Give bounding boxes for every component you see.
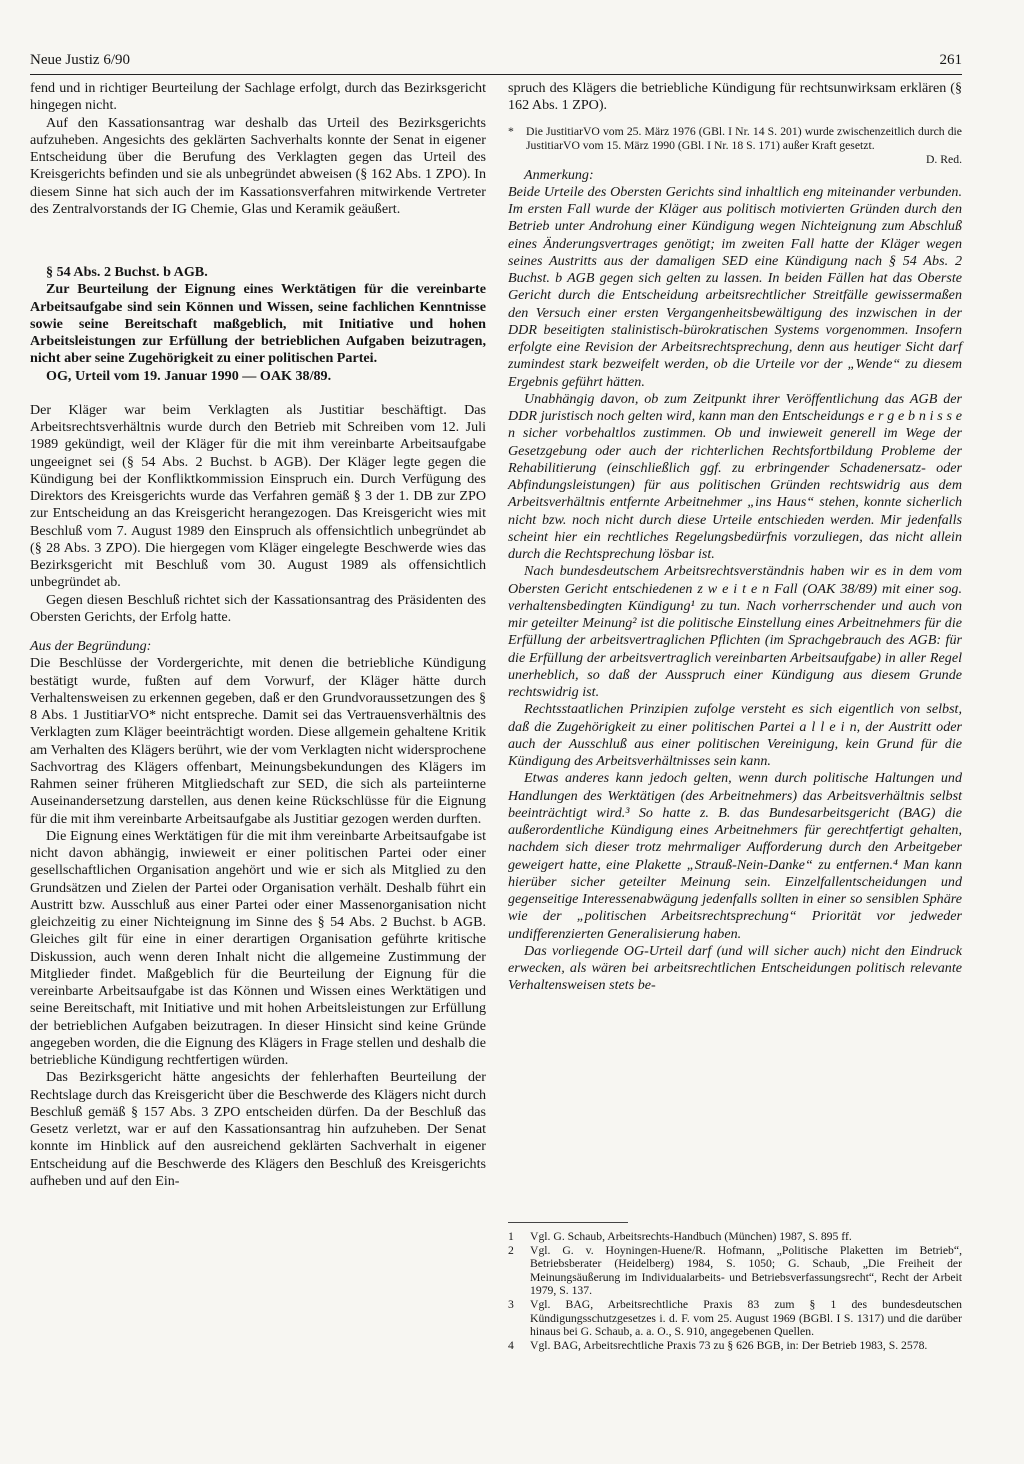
- spacer: [30, 218, 486, 252]
- footnote-number: 3: [508, 1297, 514, 1311]
- page-number: 261: [939, 52, 962, 68]
- footnote-body: Die JustitiarVO vom 25. März 1976 (GBl. I Nr. 14 S. 201) wurde zwischenzeitlich durch die JustitiarVO vom 15. März 1990 (GBl. I Nr. 18 S. 171) außer Kraft gesetzt.: [526, 124, 962, 152]
- paragraph: Auf den Kassationsantrag war deshalb das Urteil des Bezirksgerichts aufzuheben. Angesichts des geklärten Sachverhalts konnte der Senat in eigener Entscheidung über die Berufung des Verklagten gegen das Urteil des Kreisgerichts befinden und sie als unbegründet abweisen (§ 162 Abs. 1 ZPO). In diesem Sinne hat sich auch der im Kassationsverfahren mitwirkende Vertreter des Zentralvorstands der IG Chemie, Glas und Keramik geäußert.: [30, 114, 486, 217]
- annotation-heading: Anmerkung:: [524, 166, 594, 183]
- footnote-text: Vgl. G. v. Hoyningen-Huene/R. Hofmann, „Politische Plaketten im Betrieb“, Betriebsberater (Heidelberg) 1984, S. 1050; G. Schaub, „Die Freiheit der Meinungsäußerung im Individualarbeits- und Betriebsverfassungsrecht“, Recht der Arbeit 1979, S. 137.: [530, 1243, 962, 1298]
- footnote-number: 4: [508, 1338, 514, 1352]
- paragraph: Die Eignung eines Werktätigen für die mit ihm vereinbarte Arbeitsaufgabe ist nicht davon abhängig, inwieweit er einer politischen Partei oder einer gesellschaftlichen Organisation angehört und wie er sich als Mitglied zu den Grundsätzen und Zielen der Partei oder Organisation verhält. Deshalb führt ein Austritt bzw. Ausschluß aus einer Partei oder einer Massenorganisation nicht gleichzeitig zu einer Nichteignung im Sinne des § 54 Abs. 2 Buchst. b AGB. Gleiches gilt für eine in einer derartigen Organisation geführte kritische Diskussion, auch wenn deren Inhalt nicht die allgemeine Zustimmung der Mitglieder findet. Maßgeblich für die Beurteilung der Eignung für die vereinbarte Arbeitsaufgabe ist das Können und Wissen eines Werktätigen und seine Bereitschaft, mit Initiative und mit hohen Arbeitsleistungen zur Erfüllung der betrieblichen Aufgaben beizutragen. In dieser Hinsicht sind keine Gründe angegeben worden, die die Eignung des Klägers in Frage stellen und deshalb die betriebliche Kündigung rechtfertigen würden.: [30, 827, 486, 1068]
- annotation-paragraph: Das vorliegende OG-Urteil darf (und will sicher auch) nicht den Eindruck erwecken, als wären bei arbeitsrechtlichen Entscheidungen politisch relevante Verhaltensweisen stets be-: [508, 942, 962, 994]
- paragraph: fend und in richtiger Beurteilung der Sachlage erfolgt, durch das Bezirksgericht hingegen nicht.: [30, 80, 486, 114]
- section-heading: Aus der Begründung:: [30, 638, 152, 654]
- annotation-paragraph: Nach bundesdeutschem Arbeitsrechtsverständnis haben wir es in dem vom Obersten Gericht entschiedenen z w e i t e n Fall (OAK 38/89) mit einer sog. verhaltensbedingten Kündigung¹ zu tun. Nach vorherrschender und auch von mir geteilter Meinung² ist die politische Einstellung eines Arbeitnehmers für die Erfüllung der arbeitsvertraglichen Pflichten (im Sprachgebrauch des AGB: für die Erfüllung der arbeitsvertraglich vereinbarten Arbeitsaufgabe) in aller Regel unerheblich, so daß der Ausspruch einer Kündigung aus diesem Grunde rechtswidrig ist.: [508, 563, 962, 700]
- paragraph: Gegen diesen Beschluß richtet sich der Kassationsantrag des Präsidenten des Obersten Gerichts, der Erfolg hatte.: [30, 591, 486, 625]
- annotation-paragraph: Etwas anderes kann jedoch gelten, wenn durch politische Haltungen und Handlungen des Werktätigen (des Arbeitnehmers) das Arbeitsverhältnis selbst beeinträchtigt wird.³ So hatte z. B. das Bundesarbeitsgericht (BAG) die außerordentliche Kündigung eines Arbeitnehmers für gerechtfertigt gehalten, nachdem sich dieser trotz mehrmaliger Aufforderung durch den Arbeitgeber geweigert hatte, eine Plakette „Strauß-Nein-Danke“ zu entfernen.⁴ Man kann hierüber sicher geteilter Meinung sein. Einzelfallentscheidungen und gegenseitige Interessenabwägung jedenfalls sollten in einer so sensiblen Sphäre wie der „politischen Arbeitsrechtsprechung“ Priorität vor jedweder undifferenzierten Generalisierung haben.: [508, 770, 962, 942]
- spacer: [30, 252, 486, 264]
- footnote-item: [508, 1230, 962, 1244]
- left-column: [30, 80, 486, 1190]
- law-reference: § 54 Abs. 2 Buchst. b AGB.: [46, 264, 208, 280]
- footnotes: [508, 1230, 962, 1352]
- annotation-paragraph: Rechtsstaatlichen Prinzipien zufolge versteht es sich eigentlich von selbst, daß die Zugehörigkeit zu einer politischen Partei a l l e i n, der Austritt oder auch der Ausschluß aus einer politischen Vereinigung, kein Grund für die Kündigung des Arbeitsverhältnisses sein kann.: [508, 701, 962, 769]
- paragraph: Die Beschlüsse der Vordergerichte, mit denen die betriebliche Kündigung bestätigt wurde, fußten auf dem Vorwurf, der Kläger hätte durch Verhaltensweisen zu erkennen gegeben, daß er den Grundvoraussetzungen des § 8 Abs. 1 JustitiarVO* nicht entspreche. Damit sei das Vertrauensverhältnis des Verklagten zum Kläger beeinträchtigt worden. Diese allgemein gehaltene Kritik am Verhalten des Klägers berührt, wie der vom Verklagten nicht widersprochene Sachvortrag des Klägers offenbart, Meinungsbekundungen des Klägers im Rahmen seiner früheren Mitgliedschaft zur SED, die sich als parteiinterne Auseinandersetzung darstellen, aus denen keine Rückschlüsse für die Eignung für die mit ihm vereinbarte Arbeitsaufgabe als Justitiar gezogen werden durften.: [30, 655, 486, 827]
- annotation-paragraph: Beide Urteile des Obersten Gerichts sind inhaltlich eng miteinander verbunden. Im ersten Fall wurde der Kläger aus politisch motivierten Gründen durch den Betrieb unter Androhung einer Kündigung wegen Nichteignung zum Abschluß eines Änderungsvertrages genötigt; im zweiten Fall hatte der Kläger wegen seines Austritts aus der damaligen SED eine Kündigung nach § 54 Abs. 2 Buchst. b AGB gegen sich gelten zu lassen. In beiden Fällen hat das Oberste Gericht durch die Entscheidung arbeitsrechtlicher Streitfälle gewissermaßen den Versuch einer ersten Vergangenheitsbewältigung des inzwischen in der DDR beseitigten stalinistisch-bürokratischen Systems vorgenommen. Insofern erfolgte eine Revision der Arbeitsrechtsprechung, denn aus heutiger Sicht darf zumindest stark bezweifelt werden, ob die Urteile vor der „Wende“ zu diesem Ergebnis geführt hätten.: [508, 183, 962, 390]
- journal-title: Neue Justiz 6/90: [30, 52, 130, 68]
- footnote-mark: *: [508, 124, 514, 138]
- court-citation: OG, Urteil vom 19. Januar 1990 — OAK 38/89.: [46, 367, 332, 384]
- footnote-item: [508, 1339, 962, 1353]
- spacer: [30, 385, 486, 402]
- paragraph: Das Bezirksgericht hätte angesichts der fehlerhaften Beurteilung der Rechtslage durch das Kreisgericht über die Beschwerde des Klägers nicht durch Beschluß gemäß § 157 Abs. 3 ZPO entscheiden dürfen. Da der Beschluß das Gesetz verletzt, war er auf den Kassationsantrag hin aufzuheben. Der Senat konnte im Hinblick auf den ausreichend geklärten Sachverhalt in eigener Entscheidung auf die Beschwerde des Klägers den Beschluß des Kreisgerichts aufheben und auf den Ein-: [30, 1069, 486, 1189]
- footnote-number: 2: [508, 1243, 514, 1257]
- headnote: Zur Beurteilung der Eignung eines Werktätigen für die vereinbarte Arbeitsaufgabe sind sein Können und Wissen, seine fachlichen Kenntnisse sowie seine Bereitschaft maßgeblich, mit Initiative und hohen Arbeitsleistungen zur Erfüllung der betrieblichen Aufgaben beizutragen, nicht aber seine Zugehörigkeit zu einer politischen Partei.: [30, 281, 486, 367]
- header-rule: [30, 74, 962, 75]
- footnote-text: Vgl. G. Schaub, Arbeitsrechts-Handbuch (München) 1987, S. 895 ff.: [530, 1230, 852, 1243]
- editor-footnote: [508, 125, 962, 167]
- editor-signature: D. Red.: [925, 152, 962, 166]
- footnote-text: Vgl. BAG, Arbeitsrechtliche Praxis 83 zum § 1 des bundesdeutschen Kündigungsschutzgesetzes i. d. F. vom 25. August 1969 (BGBl. I S. 1317) und die darüber hinaus bei G. Schaub, a. a. O., S. 910, angegebenen Quellen.: [530, 1297, 962, 1339]
- right-column: [508, 80, 962, 995]
- footnote-item: [508, 1244, 962, 1298]
- footnote-number: 1: [508, 1230, 514, 1243]
- footnote-text: [526, 125, 962, 167]
- footnote-rule: [508, 1222, 628, 1223]
- spacer: [30, 626, 486, 638]
- paragraph: Der Kläger war beim Verklagten als Justitiar beschäftigt. Das Arbeitsrechtsverhältnis wurde durch den Betrieb mit Schreiben vom 12. Juli 1989 gekündigt, weil der Kläger für die mit ihm vereinbarte Arbeitsaufgabe ungeeignet sei (§ 54 Abs. 2 Buchst. b AGB). Der Kläger legte gegen die Kündigung bei der Konfliktkommission Einspruch ein. Durch Verfügung des Direktors des Kreisgerichts wurde das Verfahren gemäß § 3 der 1. DB zur ZPO zur Entscheidung an das Kreisgericht herangezogen. Das Kreisgericht wies mit Beschluß vom 7. August 1989 den Einspruch als offensichtlich unbegründet ab (§ 28 Abs. 3 ZPO). Die hiergegen vom Kläger eingelegte Beschwerde wies das Bezirksgericht mit Beschluß vom 30. August 1989 als offensichtlich unbegründet ab.: [30, 401, 486, 591]
- page-header: [30, 52, 962, 74]
- annotation-paragraph: Unabhängig davon, ob zum Zeitpunkt ihrer Veröffentlichung das AGB der DDR juristisch noch gelten wird, kann man den Entscheidungs e r g e b n i s s e n sicher vorbehaltlos zustimmen. Ob und inwieweit generell im Wege der Gesetzgebung oder auch der richterlichen Rechtsfortbildung Probleme der Rehabilitierung (einschließlich ggf. zu erbringender Schadenersatz- oder Abfindungsleistungen) für aus politischen Gründen rechtswidrig aus dem Arbeitsverhältnis entfernte Arbeitnehmer „ins Haus“ stehen, konnte sicherlich nicht bzw. noch nicht durch diese Urteile entschieden werden. Mir jedenfalls scheint hier ein rechtliches Regelungsbedürfnis vorzuliegen, das nicht allein durch die Rechtsprechung lösbar ist.: [508, 390, 962, 562]
- footnote-item: [508, 1298, 962, 1339]
- footnote-text: Vgl. BAG, Arbeitsrechtliche Praxis 73 zu § 626 BGB, in: Der Betrieb 1983, S. 2578.: [530, 1338, 928, 1352]
- paragraph: spruch des Klägers die betriebliche Kündigung für rechtsunwirksam erklären (§ 162 Abs. 1 ZPO).: [508, 80, 962, 114]
